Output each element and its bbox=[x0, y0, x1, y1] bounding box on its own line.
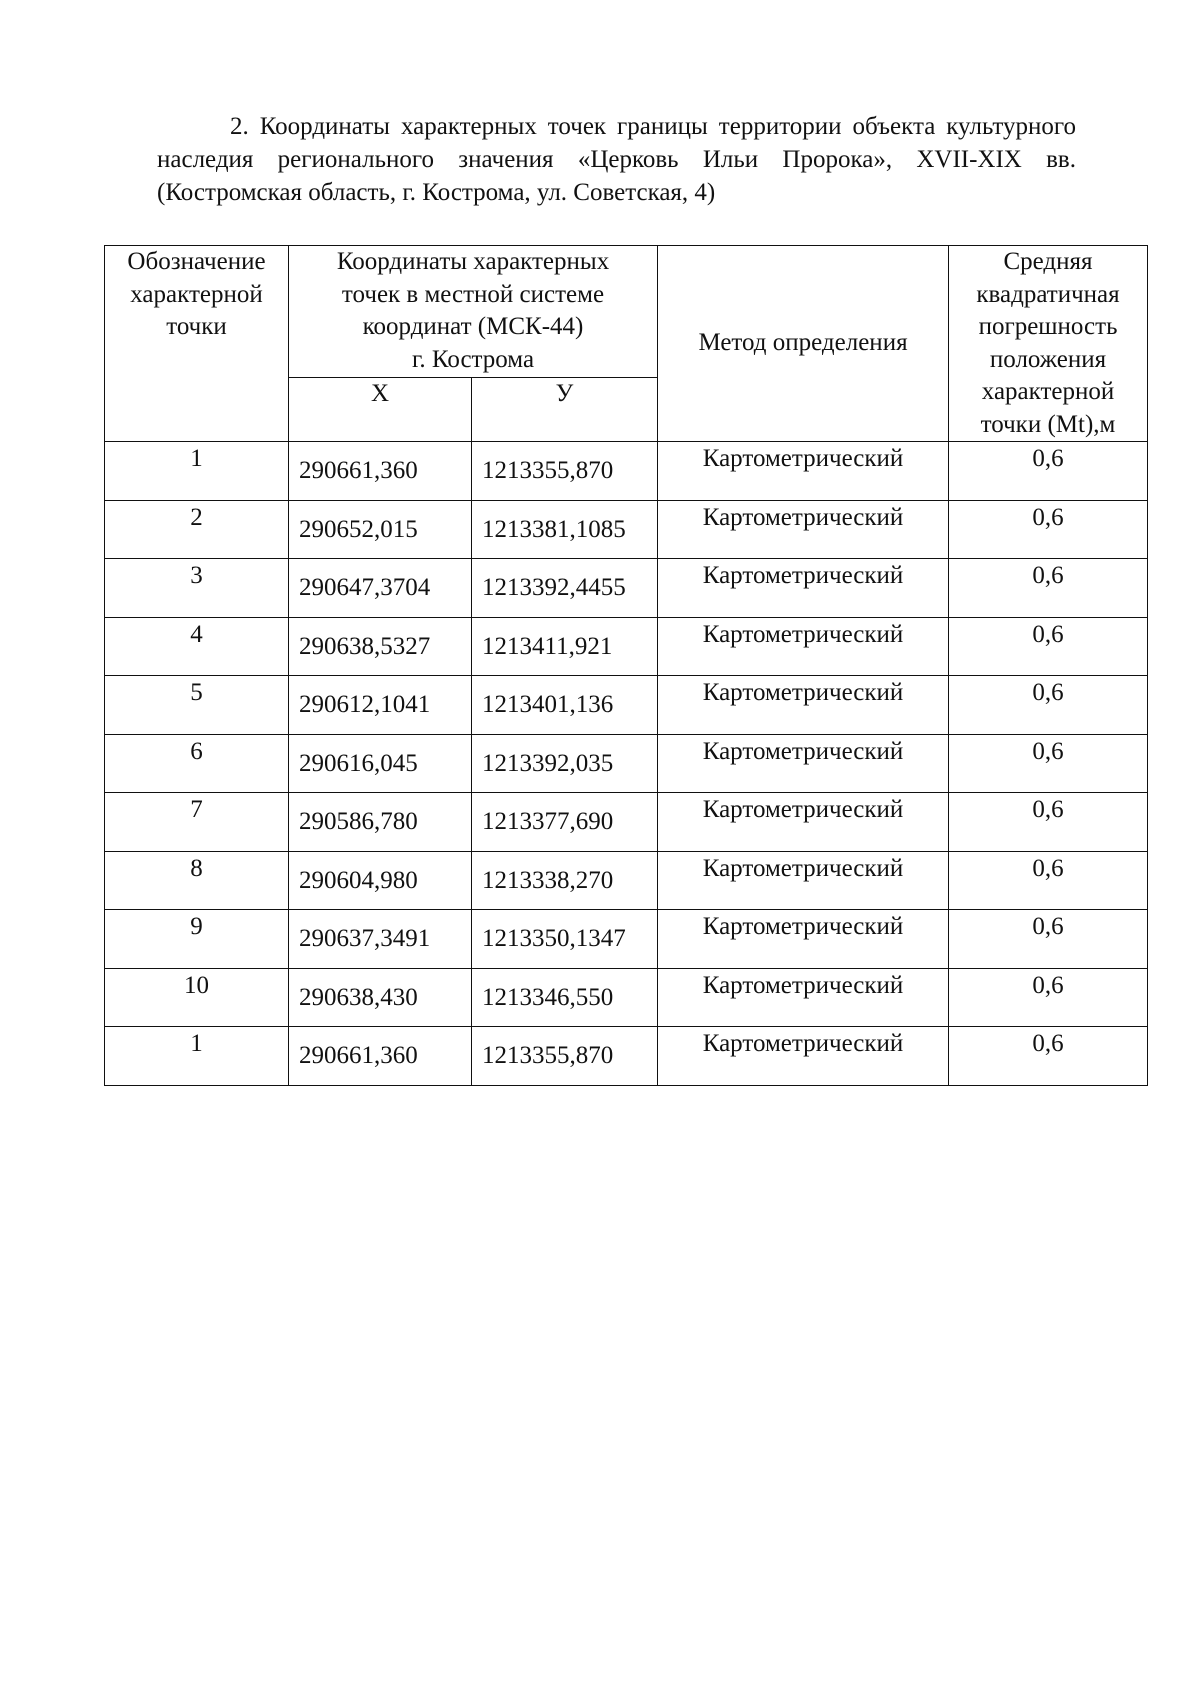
cell-method: Картометрический bbox=[658, 500, 949, 559]
cell-x: 290661,360 bbox=[289, 442, 472, 501]
header-point-designation bbox=[105, 246, 289, 442]
cell-y: 1213381,1085 bbox=[472, 500, 658, 559]
header-error-line: характерной bbox=[981, 378, 1115, 405]
header-point-line: Обозначение bbox=[127, 248, 266, 275]
cell-error: 0,6 bbox=[949, 559, 1148, 618]
cell-method: Картометрический bbox=[658, 734, 949, 793]
cell-method: Картометрический bbox=[658, 442, 949, 501]
table-row bbox=[105, 500, 1148, 559]
cell-y: 1213355,870 bbox=[472, 1027, 658, 1086]
cell-x: 290647,3704 bbox=[289, 559, 472, 618]
cell-point: 6 bbox=[105, 734, 289, 793]
coordinates-table bbox=[104, 245, 1148, 1086]
cell-y: 1213392,035 bbox=[472, 734, 658, 793]
table-row bbox=[105, 1027, 1148, 1086]
cell-y: 1213377,690 bbox=[472, 793, 658, 852]
header-coordinates-line: г. Кострома bbox=[411, 345, 535, 373]
header-error-line: квадратичная bbox=[976, 280, 1120, 308]
section-heading-text: 2. Координаты характерных точек границы территории объекта культурного наследия регионального значения «Церковь Ильи Пророка», XVII-XIX вв. (Костромская область, г. Кострома, ул. Советская, 4) bbox=[157, 113, 1076, 206]
header-point-line: характерной bbox=[130, 280, 263, 308]
cell-y: 1213350,1347 bbox=[472, 910, 658, 969]
cell-point: 10 bbox=[105, 968, 289, 1027]
table-row bbox=[105, 676, 1148, 735]
cell-x: 290604,980 bbox=[289, 851, 472, 910]
cell-method: Картометрический bbox=[658, 793, 949, 852]
table-header bbox=[105, 246, 1148, 442]
cell-error: 0,6 bbox=[949, 676, 1148, 735]
cell-method: Картометрический bbox=[658, 676, 949, 735]
cell-y: 1213338,270 bbox=[472, 851, 658, 910]
table-row bbox=[105, 968, 1148, 1027]
cell-method: Картометрический bbox=[658, 968, 949, 1027]
cell-y: 1213411,921 bbox=[472, 617, 658, 676]
table-row bbox=[105, 559, 1148, 618]
header-error-line: положения bbox=[989, 345, 1107, 373]
header-method-label: Метод определения bbox=[698, 329, 908, 357]
header-method bbox=[658, 246, 949, 442]
table-row bbox=[105, 793, 1148, 852]
cell-method: Картометрический bbox=[658, 1027, 949, 1086]
cell-y: 1213392,4455 bbox=[472, 559, 658, 618]
cell-point: 8 bbox=[105, 851, 289, 910]
header-error-line: Средняя bbox=[1003, 248, 1093, 275]
cell-method: Картометрический bbox=[658, 851, 949, 910]
cell-x: 290638,430 bbox=[289, 968, 472, 1027]
cell-point: 5 bbox=[105, 676, 289, 735]
cell-y: 1213346,550 bbox=[472, 968, 658, 1027]
cell-x: 290661,360 bbox=[289, 1027, 472, 1086]
table-body bbox=[105, 442, 1148, 1086]
cell-point: 4 bbox=[105, 617, 289, 676]
header-x: Х bbox=[289, 377, 472, 441]
cell-method: Картометрический bbox=[658, 617, 949, 676]
cell-point: 1 bbox=[105, 442, 289, 501]
table-row bbox=[105, 734, 1148, 793]
cell-error: 0,6 bbox=[949, 500, 1148, 559]
table-row bbox=[105, 851, 1148, 910]
cell-error: 0,6 bbox=[949, 442, 1148, 501]
cell-error: 0,6 bbox=[949, 1027, 1148, 1086]
header-error-line: точки (Mt),м bbox=[980, 410, 1116, 438]
cell-error: 0,6 bbox=[949, 851, 1148, 910]
cell-point: 3 bbox=[105, 559, 289, 618]
cell-x: 290637,3491 bbox=[289, 910, 472, 969]
header-point-line: точки bbox=[166, 313, 227, 340]
cell-method: Картометрический bbox=[658, 910, 949, 969]
table-row bbox=[105, 617, 1148, 676]
cell-method: Картометрический bbox=[658, 559, 949, 618]
cell-point: 9 bbox=[105, 910, 289, 969]
cell-error: 0,6 bbox=[949, 734, 1148, 793]
header-error-line: погрешность bbox=[978, 313, 1118, 340]
cell-x: 290586,780 bbox=[289, 793, 472, 852]
header-coordinates-line: Координаты характерных bbox=[336, 248, 610, 275]
cell-error: 0,6 bbox=[949, 617, 1148, 676]
cell-point: 2 bbox=[105, 500, 289, 559]
cell-error: 0,6 bbox=[949, 793, 1148, 852]
cell-error: 0,6 bbox=[949, 968, 1148, 1027]
header-y: У bbox=[472, 377, 658, 441]
table-row bbox=[105, 442, 1148, 501]
section-heading bbox=[157, 110, 1076, 209]
cell-point: 1 bbox=[105, 1027, 289, 1086]
header-coordinates-line: координат (МСК-44) bbox=[362, 313, 584, 340]
cell-x: 290638,5327 bbox=[289, 617, 472, 676]
cell-x: 290652,015 bbox=[289, 500, 472, 559]
cell-x: 290612,1041 bbox=[289, 676, 472, 735]
cell-point: 7 bbox=[105, 793, 289, 852]
cell-error: 0,6 bbox=[949, 910, 1148, 969]
cell-x: 290616,045 bbox=[289, 734, 472, 793]
table-row bbox=[105, 910, 1148, 969]
header-error bbox=[949, 246, 1148, 442]
cell-y: 1213401,136 bbox=[472, 676, 658, 735]
header-coordinates-line: точек в местной системе bbox=[341, 280, 605, 308]
cell-y: 1213355,870 bbox=[472, 442, 658, 501]
header-coordinates bbox=[289, 246, 658, 378]
